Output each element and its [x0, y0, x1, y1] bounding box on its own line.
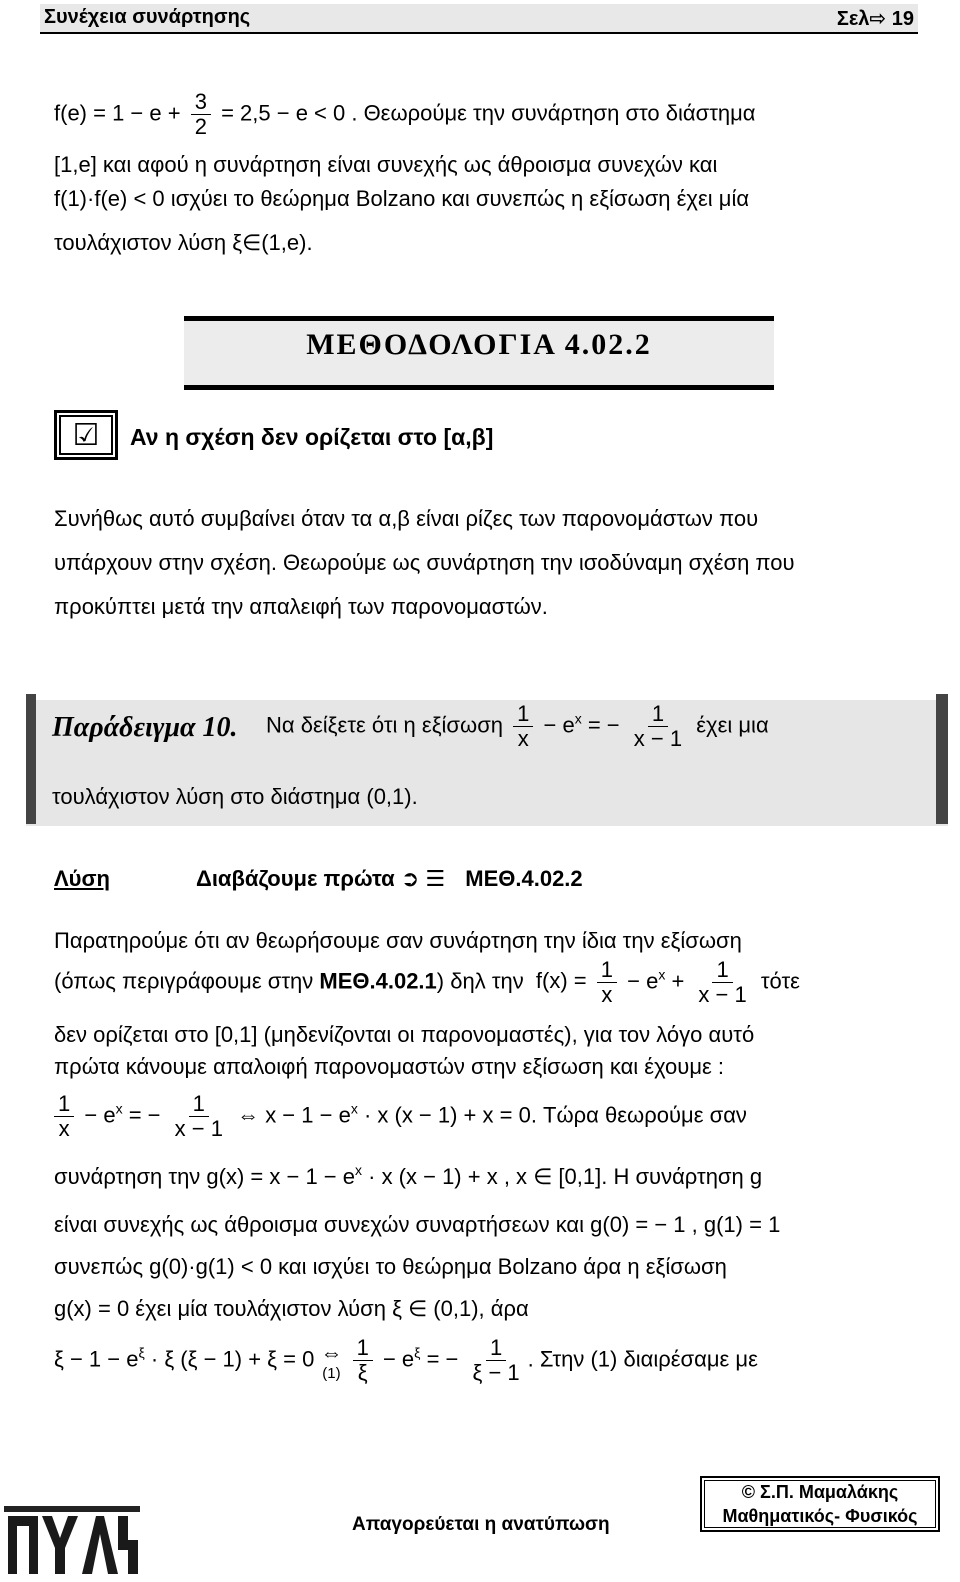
- para1-line-2: υπάρχουν στην σχέση. Θεωρούμε ως συνάρτηση την ισοδύναμη σχέση που: [54, 550, 795, 575]
- fraction-denominator: x − 1: [174, 1116, 223, 1141]
- exp-term: − e: [84, 1102, 116, 1128]
- fraction-denominator: x: [517, 726, 529, 751]
- exponent: x: [350, 1100, 358, 1117]
- body-line-5: [54, 1092, 747, 1141]
- body-line-6: [54, 1164, 762, 1190]
- body-text: · ξ (ξ − 1) + ξ = 0: [150, 1346, 315, 1372]
- example-title: Παράδειγμα 10.: [52, 712, 238, 743]
- pyli-logo: [2, 1502, 142, 1578]
- fraction-numerator: 3: [191, 90, 211, 115]
- function-lhs: f(x) =: [535, 968, 587, 994]
- exponent: x: [658, 966, 666, 983]
- para1-line-1: Συνήθως αυτό συμβαίνει όταν τα α,β είναι ρίζες των παρονομάστων που: [54, 506, 759, 531]
- example-text: Να δείξετε ότι η εξίσωση: [266, 712, 504, 738]
- body-line-2: [54, 958, 800, 1007]
- fraction-numerator: 1: [54, 1092, 74, 1117]
- fraction-one-over-x-minus-1: [630, 702, 686, 751]
- body-text: . Τώρα θεωρούμε σαν: [530, 1102, 747, 1128]
- intro-line-1: [54, 90, 756, 139]
- fraction-numerator: 1: [712, 958, 732, 983]
- body-line-8: συνεπώς g(0)·g(1) < 0 και ισχύει το θεώρημα Bolzano άρα η εξίσωση: [54, 1254, 727, 1279]
- page-number: Σελ⇨ 19: [836, 8, 914, 30]
- intro-line-2: [1,e] και αφού η συνάρτηση είναι συνεχής ως άθροισμα συνεχών και: [54, 152, 718, 177]
- body-text: ξ − 1 − e: [54, 1346, 139, 1372]
- iff-label: (1): [322, 1364, 341, 1382]
- fraction: [353, 1336, 373, 1385]
- example-line-2: τουλάχιστον λύση στο διάστημα (0,1).: [52, 784, 418, 809]
- fraction-numerator: 1: [513, 702, 533, 727]
- exponent: ξ: [414, 1344, 421, 1361]
- equals-minus: = −: [128, 1102, 161, 1128]
- intro-formula-end: = 2,5 − e < 0 . Θεωρούμε την συνάρτηση στο διάστημα: [221, 100, 756, 126]
- method-title: ΜΕΘΟΔΟΛΟΓΙΑ 4.02.2: [306, 328, 652, 361]
- checkbox-icon: ☑: [59, 415, 113, 455]
- body-text: τότε: [760, 968, 800, 994]
- fraction: [469, 1336, 524, 1385]
- iff-with-label: [320, 1340, 342, 1382]
- author-role: Μαθηματικός- Φυσικός: [722, 1506, 918, 1526]
- fraction-numerator: 1: [648, 702, 668, 727]
- intro-line-3: f(1)·f(e) < 0 ισχύει το θεώρημα Bolzano και συνεπώς η εξίσωση έχει μία: [54, 186, 750, 211]
- intro-line-4: τουλάχιστον λύση ξ∈(1,e).: [54, 230, 313, 255]
- header-rule: [40, 32, 918, 34]
- body-line-1: Παρατηρούμε ότι αν θεωρήσουμε σαν συνάρτηση την ίδια την εξίσωση: [54, 928, 742, 953]
- fraction-denominator: x: [58, 1116, 70, 1141]
- exp-term: − e: [543, 712, 575, 738]
- body-line-3: δεν ορίζεται στο [0,1] (μηδενίζονται οι παρονομαστές), για τον λόγο αυτό: [54, 1022, 755, 1047]
- equivalence-expression: ⇔ x − 1 − e: [237, 1102, 351, 1128]
- fraction: [694, 958, 750, 1007]
- fraction: [54, 1092, 74, 1141]
- read-first-text: Διαβάζουμε πρώτα: [196, 866, 395, 891]
- read-first-line: [196, 866, 583, 892]
- fraction-numerator: 1: [597, 958, 617, 983]
- fraction-numerator: 1: [486, 1336, 506, 1361]
- body-text: συνάρτηση την g(x) = x − 1 − e: [54, 1164, 355, 1189]
- header-title: Συνέχεια συνάρτησης: [44, 6, 251, 28]
- body-text: (όπως περιγράφουμε στην: [54, 968, 314, 994]
- fraction-denominator: ξ − 1: [472, 1360, 520, 1385]
- iff-arrow: ⇔: [320, 1339, 343, 1365]
- example-left-bar: [26, 694, 36, 824]
- example-text-end: έχει μια: [696, 712, 769, 738]
- para1-line-3: προκύπτει μετά την απαλειφή των παρονομαστών.: [54, 594, 548, 619]
- equivalence-expression-rest: · x (x − 1) + x = 0: [363, 1102, 531, 1128]
- document-icon: ☰: [425, 866, 446, 891]
- fraction-one-over-x: [513, 702, 533, 751]
- body-line-10: [54, 1336, 758, 1385]
- fraction-denominator: x − 1: [698, 982, 747, 1007]
- solution-label: Λύση: [54, 866, 110, 891]
- fraction-numerator: 1: [189, 1092, 209, 1117]
- exponent: x: [574, 710, 582, 727]
- example-statement: [266, 702, 769, 751]
- exp-term: − e: [382, 1346, 415, 1372]
- fraction-denominator: x: [601, 982, 613, 1007]
- fraction-denominator: x − 1: [633, 726, 683, 751]
- plus-sign: +: [671, 968, 685, 994]
- fraction-three-halves: [191, 90, 211, 139]
- body-line-4: πρώτα κάνουμε απαλοιφή παρονομαστών στην εξίσωση και έχουμε :: [54, 1054, 725, 1079]
- author-name: © Σ.Π. Μαμαλάκης: [741, 1482, 899, 1502]
- fraction-numerator: 1: [353, 1336, 373, 1361]
- method-reference: ΜΕΘ.4.02.2: [465, 866, 583, 891]
- copyright-notice: Απαγορεύεται η ανατύπωση: [352, 1514, 610, 1535]
- body-text: · x (x − 1) + x , x ∈ [0,1]. Η συνάρτηση g: [368, 1164, 763, 1189]
- body-text: . Στην (1) διαιρέσαμε με: [527, 1346, 758, 1372]
- fraction: [171, 1092, 227, 1141]
- body-line-9: g(x) = 0 έχει μία τουλάχιστον λύση ξ ∈ (0,1), άρα: [54, 1296, 529, 1321]
- exponent: x: [115, 1100, 123, 1117]
- example-right-bar: [936, 694, 948, 824]
- fraction-denominator: ξ: [357, 1360, 368, 1385]
- body-line-7: είναι συνεχής ως άθροισμα συνεχών συναρτήσεων και g(0) = − 1 , g(1) = 1: [54, 1212, 781, 1237]
- intro-formula-start: f(e) = 1 − e +: [54, 100, 181, 126]
- fraction-denominator: 2: [194, 114, 207, 139]
- exponent: x: [355, 1162, 362, 1178]
- arrow-icon: ➲: [400, 866, 420, 891]
- body-text: ) δηλ την: [436, 968, 524, 994]
- exp-term: − e: [627, 968, 659, 994]
- check-heading: Αν η σχέση δεν ορίζεται στο [α,β]: [130, 424, 494, 450]
- equals-minus: = −: [426, 1346, 459, 1372]
- exponent: ξ: [138, 1344, 145, 1361]
- equals-minus: = −: [587, 712, 620, 738]
- fraction: [597, 958, 617, 1007]
- method-reference: ΜΕΘ.4.02.1: [319, 968, 437, 994]
